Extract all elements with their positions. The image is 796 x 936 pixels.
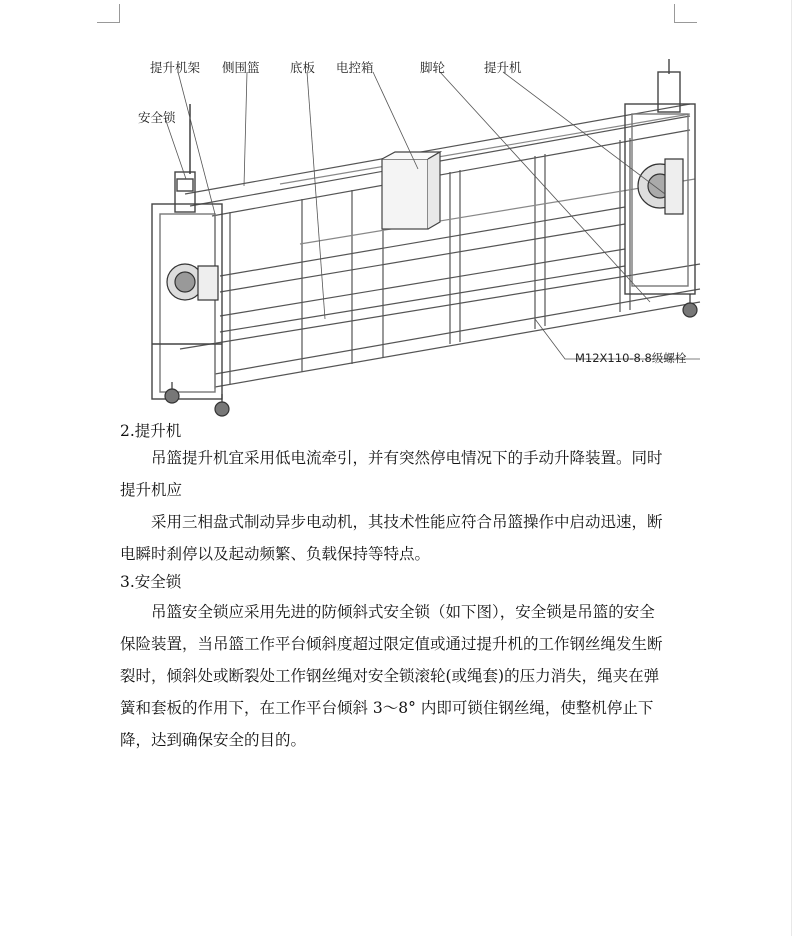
text-line: 提升机应 [120, 481, 183, 499]
heading-hoist: 2.提升机 [120, 422, 182, 440]
text-line: 采用三相盘式制动异步电动机，其技术性能应符合吊篮操作中启动迅速，断 [151, 513, 663, 531]
text-line: 裂时，倾斜处或断裂处工作钢丝绳对安全锁滚轮(或绳套)的压力消失，绳夹在弹 [120, 667, 660, 685]
label-side-basket: 侧围篮 [222, 60, 260, 75]
paragraph-safety-lock [120, 596, 675, 756]
text-line: 吊篮提升机宜采用低电流牵引，并有突然停电情况下的手动升降装置。同时 [151, 449, 663, 467]
label-bolt: M12X110-8.8级螺栓 [575, 351, 687, 365]
gondola-drawing [120, 44, 710, 422]
label-base-plate: 底板 [290, 60, 316, 75]
text-line: 电瞬时刹停以及起动频繁、负载保持等特点。 [120, 545, 431, 563]
label-lift-frame: 提升机架 [150, 60, 201, 75]
label-hoist: 提升机 [484, 60, 522, 75]
label-control-box: 电控箱 [336, 60, 374, 75]
bottom-rail-front [180, 264, 700, 349]
page-corner-mark-top-left [97, 4, 120, 23]
label-caster: 脚轮 [420, 60, 446, 75]
page-edge [791, 0, 792, 936]
control-box-shape [382, 159, 428, 229]
paragraph-hoist-2 [120, 506, 675, 570]
left-hoist [167, 264, 218, 300]
label-safety-lock: 安全锁 [138, 110, 176, 125]
right-hoist [638, 159, 683, 214]
gondola-diagram [120, 44, 710, 422]
page-corner-mark-top-right [674, 4, 697, 23]
heading-safety-lock: 3.安全锁 [120, 573, 182, 591]
text-line: 降，达到确保安全的目的。 [120, 731, 307, 749]
paragraph-hoist-1 [120, 442, 675, 506]
text-line: 簧和套板的作用下，在工作平台倾斜 3～8° 内即可锁住钢丝绳，使整机停止下 [120, 699, 654, 717]
text-line: 保险装置，当吊篮工作平台倾斜度超过限定值或通过提升机的工作钢丝绳发生断 [120, 635, 663, 653]
text-line: 吊篮安全锁应采用先进的防倾斜式安全锁（如下图），安全锁是吊篮的安全 [151, 603, 655, 621]
